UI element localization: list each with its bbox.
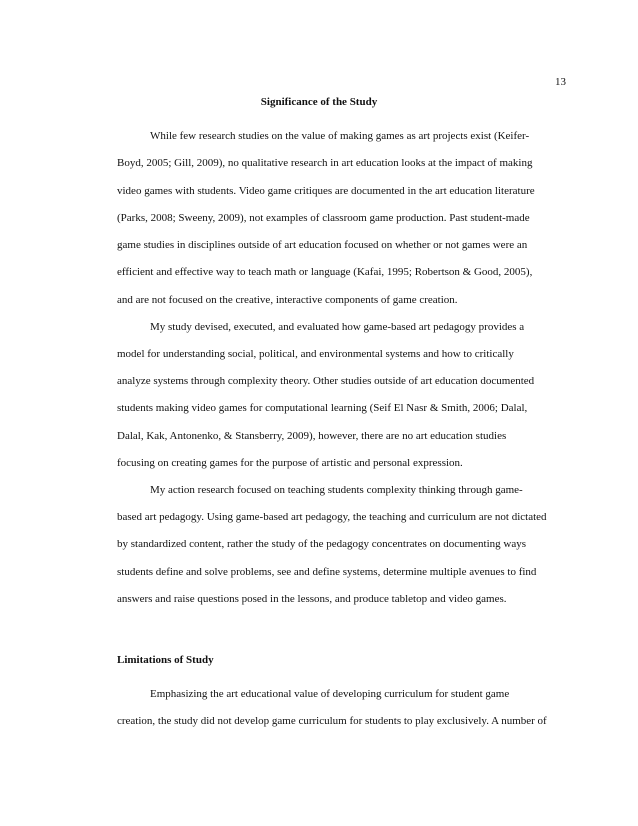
text-line: Dalal, Kak, Antonenko, & Stansberry, 2009), however, there are no art education studies [117, 430, 507, 442]
section-heading-significance: Significance of the Study [260, 96, 378, 108]
text-line: answers and raise questions posed in the lessons, and produce tabletop and video games. [117, 593, 507, 605]
text-line: My action research focused on teaching students complexity thinking through game- [150, 484, 523, 496]
text-line: (Parks, 2008; Sweeny, 2009), not examples of classroom game production. Past student-made [117, 212, 530, 224]
text-line: game studies in disciplines outside of art education focused on whether or not games were an [117, 239, 528, 251]
text-line: students making video games for computational learning (Seif El Nasr & Smith, 2006; Dalal, [117, 402, 528, 414]
text-line: creation, the study did not develop game curriculum for students to play exclusively. A number of [117, 715, 547, 727]
text-line: students define and solve problems, see and define systems, determine multiple avenues to find [117, 566, 537, 578]
text-line: efficient and effective way to teach math or language (Kafai, 1995; Robertson & Good, 2005), [117, 266, 533, 278]
text-line: and are not focused on the creative, interactive components of game creation. [117, 294, 458, 306]
text-line: My study devised, executed, and evaluated how game-based art pedagogy provides a [150, 321, 525, 333]
text-line: analyze systems through complexity theory. Other studies outside of art education documented [117, 375, 535, 387]
section-heading-limitations: Limitations of Study [117, 654, 214, 666]
text-line: model for understanding social, political, and environmental systems and how to critically [117, 348, 514, 360]
page-number: 13 [555, 76, 566, 88]
text-line: based art pedagogy. Using game-based art pedagogy, the teaching and curriculum are not dictated [117, 511, 547, 523]
text-line: Boyd, 2005; Gill, 2009), no qualitative research in art education looks at the impact of making [117, 157, 533, 169]
text-line: focusing on creating games for the purpose of artistic and personal expression. [117, 457, 463, 469]
text-line: Emphasizing the art educational value of developing curriculum for student game [150, 688, 510, 700]
text-line: by standardized content, rather the study of the pedagogy concentrates on documenting ways [117, 538, 527, 550]
text-line: video games with students. Video game critiques are documented in the art education literature [117, 185, 535, 197]
text-line: While few research studies on the value of making games as art projects exist (Keifer- [150, 130, 530, 142]
